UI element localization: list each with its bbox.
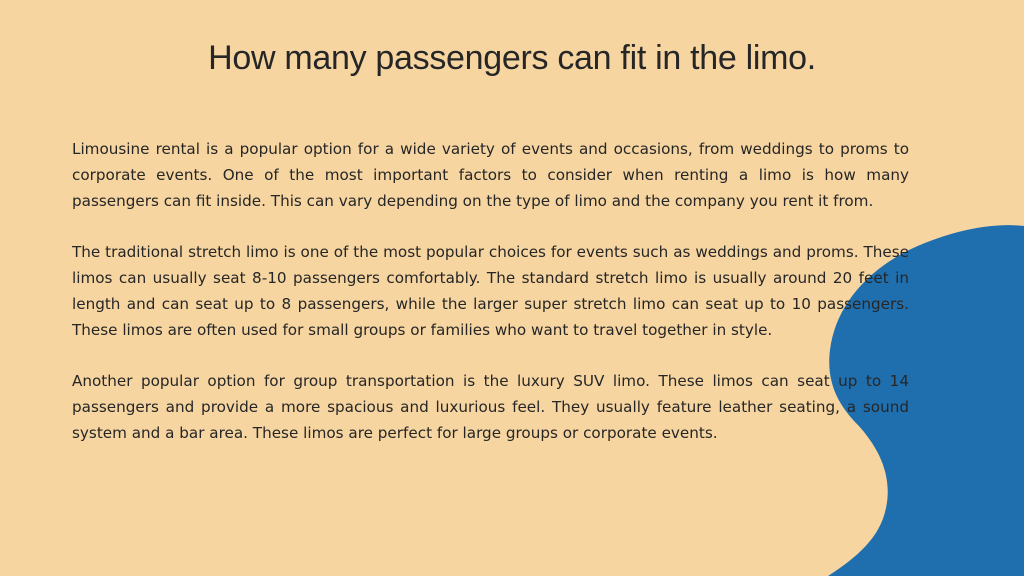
page-title: How many passengers can fit in the limo. xyxy=(208,39,816,77)
paragraph: The traditional stretch limo is one of the most popular choices for events such as weddings and proms. These limos can usually seat 8-10 passengers comfortably. The standard stretch limo is usually around 20 feet in length and can seat up to 8 passengers, while the larger super stretch limo can seat up to 10 passengers. These limos are often used for small groups or families who want to travel together in style. xyxy=(72,243,909,339)
body-text xyxy=(72,137,909,472)
paragraph: Another popular option for group transportation is the luxury SUV limo. These limos can seat up to 14 passengers and provide a more spacious and luxurious feel. They usually feature leather seating, a sound system and a bar area. These limos are perfect for large groups or corporate events. xyxy=(72,372,909,442)
paragraph: Limousine rental is a popular option for a wide variety of events and occasions, from weddings to proms to corporate events. One of the most important factors to consider when renting a limo is how many passengers can fit inside. This can vary depending on the type of limo and the company you rent it from. xyxy=(72,140,909,210)
